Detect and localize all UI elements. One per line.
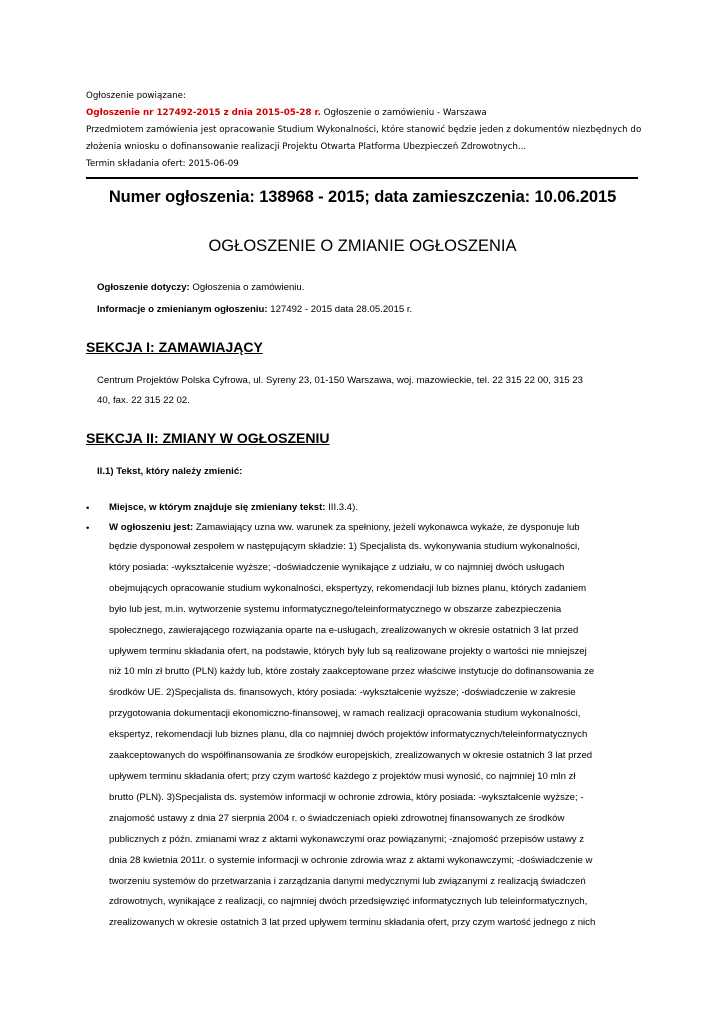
section1-title: SEKCJA I: ZAMAWIAJĄCY (86, 339, 263, 355)
section2-title: SEKCJA II: ZMIANY W OGŁOSZENIU (86, 430, 330, 446)
notice-number-title: Numer ogłoszenia: 138968 - 2015; data zamieszczenia: 10.06.2015 (108, 188, 617, 206)
changed-place-value: III.3.4). (325, 502, 358, 513)
changed-place-label: Miejsce, w którym znajduje się zmieniany tekst: (109, 502, 326, 513)
related-notice-line (86, 105, 646, 122)
was-first: Zamawiający uzna ww. warunek za spełniony, jeżeli wykonawca wykaże, że dysponuje lub (193, 522, 580, 533)
related-description-line1: Przedmiotem zamówienia jest opracowanie Studium Wykonalności, które stanowić będzie jeden z dokumentów niezbędnych do (86, 125, 642, 135)
was-text-line: niż 10 mln zł brutto (PLN) każdy lub, które zostały zaakceptowane przez właściwe instytucje do dofinansowania ze (109, 666, 595, 678)
was-text-line: było lub jest, m.in. wytworzenie systemu informatycznego/teleinformatycznego w obszarze zabezpieczenia (109, 603, 562, 615)
notice-concerns (97, 282, 304, 293)
section2-item-title: II.1) Tekst, który należy zmienić: (97, 466, 243, 477)
was-text-line: będzie dysponował zespołem w następującym składzie: 1) Specjalista ds. wykonywania studium wykonalności, (109, 541, 580, 552)
was-text-line: publicznych z późn. zmianami wraz z aktami wykonawczymi oraz powiązanymi; -znajomość przepisów ustawy z (109, 833, 585, 845)
section1-line2: 40, fax. 22 315 22 02. (97, 395, 190, 406)
was-text-line: tworzeniu systemów do przetwarzania i zarządzania danymi medycznymi lub związanymi z realizacją świadczeń (109, 875, 586, 887)
was-text-line: przygotowania dokumentacji ekonomiczno-finansowej, w ramach realizacji opracowania studium wykonalności, (109, 708, 581, 720)
section1-text (97, 371, 632, 411)
was-text-line: zaakceptowanych do współfinansowania ze środków europejskich, zrealizowanych w okresie ostatnich 3 lat przed (109, 750, 593, 762)
was-text-body (109, 537, 639, 934)
notice-concerns-label: Ogłoszenie dotyczy: (97, 282, 190, 293)
related-notice-link[interactable]: Ogłoszenie nr 127492-2015 z dnia 2015-05-28 r. (86, 108, 321, 118)
was-text-line: upływem terminu składania ofert; przy czym wartość każdego z projektów musi wynosić, co najmniej 10 mln zł (109, 770, 576, 782)
changed-notice-label: Informacje o zmienianym ogłoszeniu: (97, 304, 268, 315)
related-notice-rest: Ogłoszenie o zamówieniu - Warszawa (320, 108, 487, 118)
changed-notice-info (97, 304, 412, 315)
was-text-line: zrealizowanych w okresie ostatnich 3 lat przed upływem terminu składania ofert, przy czym wartość jednego z nich (109, 917, 596, 929)
section1-line1: Centrum Projektów Polska Cyfrowa, ul. Syreny 23, 01-150 Warszawa, woj. mazowieckie, tel. 22 315 22 00, 315 23 (97, 375, 583, 386)
bullet-icon: • (86, 523, 90, 534)
notice-change-title: OGŁOSZENIE O ZMIANIE OGŁOSZENIA (208, 237, 517, 255)
was-text-line: środków UE. 2)Specjalista ds. finansowych, który posiada: -wykształcenie wyższe; -doświadczenie w zakresie (109, 687, 576, 699)
bullet-icon: • (86, 503, 90, 514)
was-text-line: ekspertyz, rekomendacji lub biznes planu, dla co najmniej dwóch projektów informatycznych/teleinformatycznych (109, 729, 588, 741)
was-text-line: który posiada: -wykształcenie wyższe; -doświadczenie wynikające z udziału, w co najmniej dwóch usługach (109, 561, 565, 573)
related-description-line2: złożenia wniosku o dofinansowanie realizacji Projektu Otwarta Platforma Ubezpieczeń Zdrowotnych... (86, 142, 527, 152)
related-label: Ogłoszenie powiązane: (86, 91, 186, 101)
changed-place (109, 498, 634, 518)
was-text-first-line (109, 518, 634, 538)
was-text-line: znajomość ustawy z dnia 27 sierpnia 2004 r. o świadczeniach opieki zdrowotnej finansowanych ze środków (109, 812, 565, 824)
notice-concerns-value: Ogłoszenia o zamówieniu. (189, 282, 305, 293)
was-text-line: społecznego, zawierającego rozwiązania oparte na e-usługach, zrealizowanych w okresie ostatnich 3 lat przed (109, 624, 579, 636)
related-deadline: Termin składania ofert: 2015-06-09 (86, 159, 239, 169)
was-text-line: obejmujących opracowanie studium wykonalności, ekspertyzy, rekomendacji lub biznes planu, których zadaniem (109, 582, 587, 594)
was-text-line: brutto (PLN). 3)Specjalista ds. systemów informacji w ochronie zdrowia, który posiada: -wykształcenie wyższe; - (109, 791, 584, 803)
was-text-line: dnia 28 kwietnia 2011r. o systemie informacji w ochronie zdrowia wraz z aktami wykonawczymi; -doświadczenie w (109, 854, 593, 866)
related-notice (86, 88, 646, 173)
changed-notice-value: 127492 - 2015 data 28.05.2015 r. (267, 304, 413, 315)
was-label: W ogłoszeniu jest: (109, 522, 194, 533)
divider (86, 177, 638, 179)
was-text-line: upływem terminu składania ofert, na podstawie, których były lub są realizowane projekty o wartości nie mniejszej (109, 645, 587, 657)
was-text-line: zdrowotnych, wynikające z realizacji, co najmniej dwóch przedsięwzięć informatycznych lub teleinformatycznych, (109, 896, 588, 908)
